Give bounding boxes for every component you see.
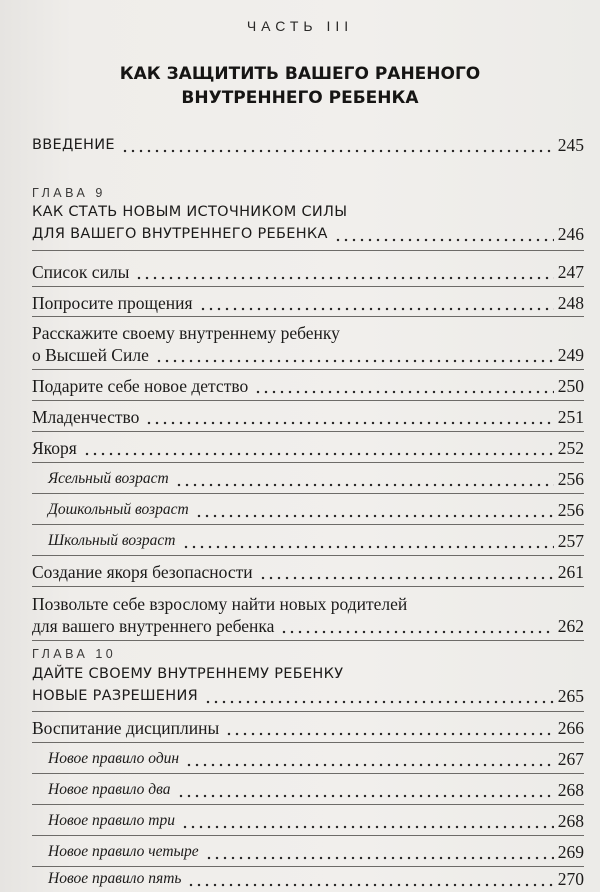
- divider: [32, 711, 584, 712]
- toc-entry-title: о Высшей Силе: [32, 345, 149, 365]
- dot-leader: [185, 748, 554, 770]
- toc-entry-title: Якоря: [32, 438, 77, 458]
- dot-leader: [145, 406, 553, 428]
- toc-entry[interactable]: [32, 257, 584, 283]
- toc-entry-intro[interactable]: [32, 130, 584, 156]
- dot-leader: [175, 468, 554, 490]
- toc-entry-title: Воспитание дисциплины: [32, 718, 220, 738]
- toc-entry-page: 248: [557, 293, 584, 313]
- divider: [32, 640, 584, 641]
- dot-leader: [280, 615, 553, 637]
- divider: [32, 316, 584, 317]
- toc-entry-title: Младенчество: [32, 407, 140, 427]
- divider: [32, 742, 584, 743]
- divider: [32, 462, 584, 463]
- chapter-10-title-line-1: ДАЙТЕ СВОЕМУ ВНУТРЕННЕМУ РЕБЕНКУ: [32, 666, 344, 682]
- toc-entry-title: НОВЫЕ РАЗРЕШЕНИЯ: [32, 688, 198, 704]
- toc-entry-page: 252: [557, 438, 584, 458]
- divider: [32, 369, 584, 370]
- dot-leader: [177, 779, 554, 801]
- toc-entry-page: 256: [557, 469, 584, 489]
- part-title: [0, 62, 600, 110]
- toc-entry-title: Список силы: [32, 262, 130, 282]
- dot-leader: [204, 685, 554, 707]
- toc-subentry[interactable]: [48, 464, 584, 490]
- toc-entry-page: 269: [557, 842, 584, 862]
- toc-entry-page: 256: [557, 500, 584, 520]
- toc-entry-title: ВВЕДЕНИЕ: [32, 137, 115, 153]
- toc-entry-title: Ясельный возраст: [48, 470, 169, 487]
- divider: [32, 431, 584, 432]
- dot-leader: [121, 134, 554, 156]
- toc-entry-title: Новое правило два: [48, 781, 171, 798]
- toc-entry-page: 250: [557, 376, 584, 396]
- dot-leader: [205, 841, 554, 863]
- toc-entry[interactable]: [32, 402, 584, 428]
- toc-entry-page: 251: [557, 407, 584, 427]
- toc-subentry[interactable]: [48, 495, 584, 521]
- toc-entry-page: 268: [557, 780, 584, 800]
- toc-entry-title: Новое правило один: [48, 750, 180, 767]
- toc-entry-page: 249: [557, 345, 584, 365]
- toc-entry[interactable]: [32, 611, 584, 637]
- dot-leader: [225, 717, 554, 739]
- divider: [32, 524, 584, 525]
- toc-entry-page: 265: [557, 686, 584, 706]
- chapter-10-label: ГЛАВА 10: [32, 647, 117, 661]
- toc-entry-page: 267: [557, 749, 584, 769]
- toc-entry-title: Создание якоря безопасности: [32, 562, 253, 582]
- divider: [32, 286, 584, 287]
- toc-entry-title: Школьный возраст: [48, 532, 176, 549]
- dot-leader: [187, 868, 553, 890]
- divider: [32, 493, 584, 494]
- toc-entry-title: Новое правило три: [48, 812, 175, 829]
- toc-entry-page: 266: [557, 718, 584, 738]
- toc-subentry[interactable]: [48, 526, 584, 552]
- dot-leader: [155, 344, 554, 366]
- toc-subentry[interactable]: [48, 744, 584, 770]
- toc-entry[interactable]: [32, 557, 584, 583]
- divider: [32, 804, 584, 805]
- dot-leader: [334, 223, 554, 245]
- toc-entry-page: 262: [557, 616, 584, 636]
- part-label: ЧАСТЬ III: [246, 18, 354, 34]
- toc-entry[interactable]: [32, 433, 584, 459]
- toc-subentry[interactable]: [48, 864, 584, 890]
- dot-leader: [83, 437, 554, 459]
- toc-entry-title: Подарите себе новое детство: [32, 376, 249, 396]
- toc-entry-page: 247: [557, 262, 584, 282]
- divider: [32, 555, 584, 556]
- divider: [32, 250, 584, 251]
- dot-leader: [135, 261, 553, 283]
- toc-entry-page: 246: [557, 224, 584, 244]
- toc-entry[interactable]: [32, 713, 584, 739]
- toc-subentry[interactable]: [48, 837, 584, 863]
- toc-entry-title: Новое правило пять: [48, 870, 182, 887]
- toc-entry-title: Новое правило четыре: [48, 843, 199, 860]
- dot-leader: [182, 530, 554, 552]
- toc-entry[interactable]: [32, 288, 584, 314]
- divider: [32, 835, 584, 836]
- part-title-line-2: ВНУТРЕННЕГО РЕБЕНКА: [181, 88, 419, 108]
- toc-entry-title-line-1: Расскажите своему внутреннему ребенку: [32, 323, 340, 343]
- toc-entry-title: Дошкольный возраст: [48, 501, 189, 518]
- chapter-9-title-line-1: КАК СТАТЬ НОВЫМ ИСТОЧНИКОМ СИЛЫ: [32, 204, 348, 220]
- toc-entry[interactable]: [32, 371, 584, 397]
- dot-leader: [254, 375, 554, 397]
- toc-subentry[interactable]: [48, 806, 584, 832]
- toc-entry-title: для вашего внутреннего ребенка: [32, 616, 275, 636]
- dot-leader: [259, 561, 554, 583]
- toc-entry-page: 270: [557, 869, 584, 889]
- dot-leader: [199, 292, 554, 314]
- chapter-9-label: ГЛАВА 9: [32, 186, 106, 200]
- dot-leader: [195, 499, 554, 521]
- toc-entry-chapter-9[interactable]: [32, 219, 584, 245]
- divider: [32, 773, 584, 774]
- toc-entry-page: 268: [557, 811, 584, 831]
- toc-entry[interactable]: [32, 340, 584, 366]
- toc-entry-page: 245: [557, 135, 584, 155]
- divider: [32, 400, 584, 401]
- toc-entry-page: 257: [557, 531, 584, 551]
- toc-entry-title: ДЛЯ ВАШЕГО ВНУТРЕННЕГО РЕБЕНКА: [32, 226, 328, 242]
- toc-entry-title: Попросите прощения: [32, 293, 193, 313]
- toc-entry-title-line-1: Позвольте себе взрослому найти новых родителей: [32, 594, 408, 614]
- toc-entry-chapter-10[interactable]: [32, 681, 584, 707]
- divider: [32, 586, 584, 587]
- dot-leader: [181, 810, 554, 832]
- part-title-line-1: КАК ЗАЩИТИТЬ ВАШЕГО РАНЕНОГО: [119, 64, 481, 84]
- toc-subentry[interactable]: [48, 775, 584, 801]
- toc-entry-page: 261: [557, 562, 584, 582]
